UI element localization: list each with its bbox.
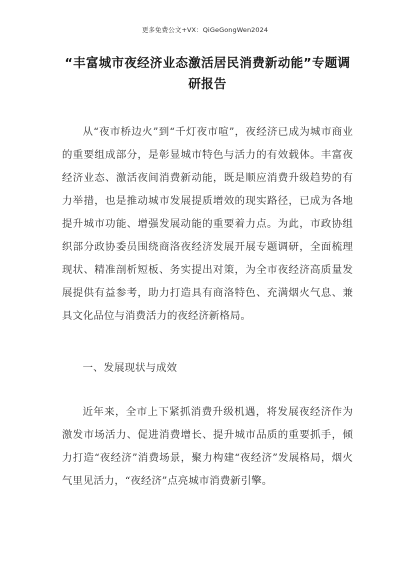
intro-section: [62, 121, 353, 328]
document-title: “丰富城市夜经济业态激活居民消费新动能”专题调研报告: [64, 55, 351, 91]
body-paragraph: 近年来，全市上下紧抓消费升级机遇，将发展夜经济作为激发市场活力、促进消费增长、提升城市品质的重要抓手，倾力打造“夜经济”消费场景，聚力构建“夜经济”发展格局，烟火气里见活力，“夜经济”点亮城市消费新引擎。: [62, 406, 353, 487]
header-note: 更多免费公文+VX：QiGeGongWen2024: [141, 26, 269, 34]
section-heading: 一、发展现状与成效: [82, 362, 178, 374]
section-body: [62, 401, 353, 493]
body-paragraph: 从“夜市桥边火”到“千灯夜市喧”，夜经济已成为城市商业的重要组成部分，是彰显城市特色与活力的有效载体。丰富夜经济业态、激活夜间消费新动能，既是顺应消费升级趋势的有力举措，也是推动城市发展提质增效的现实路径，已成为各地提升城市功能、增强发展动能的重要着力点。为此，市政协组织部分政协委员围绕商洛夜经济发展开展专题调研，全面梳理现状、精准剖析短板、务实提出对策，为全市夜经济高质量发展提供有益参考，助力打造具有商洛特色、充满烟火气息、兼具文化品位与消费活力的夜经济新格局。: [62, 126, 353, 322]
